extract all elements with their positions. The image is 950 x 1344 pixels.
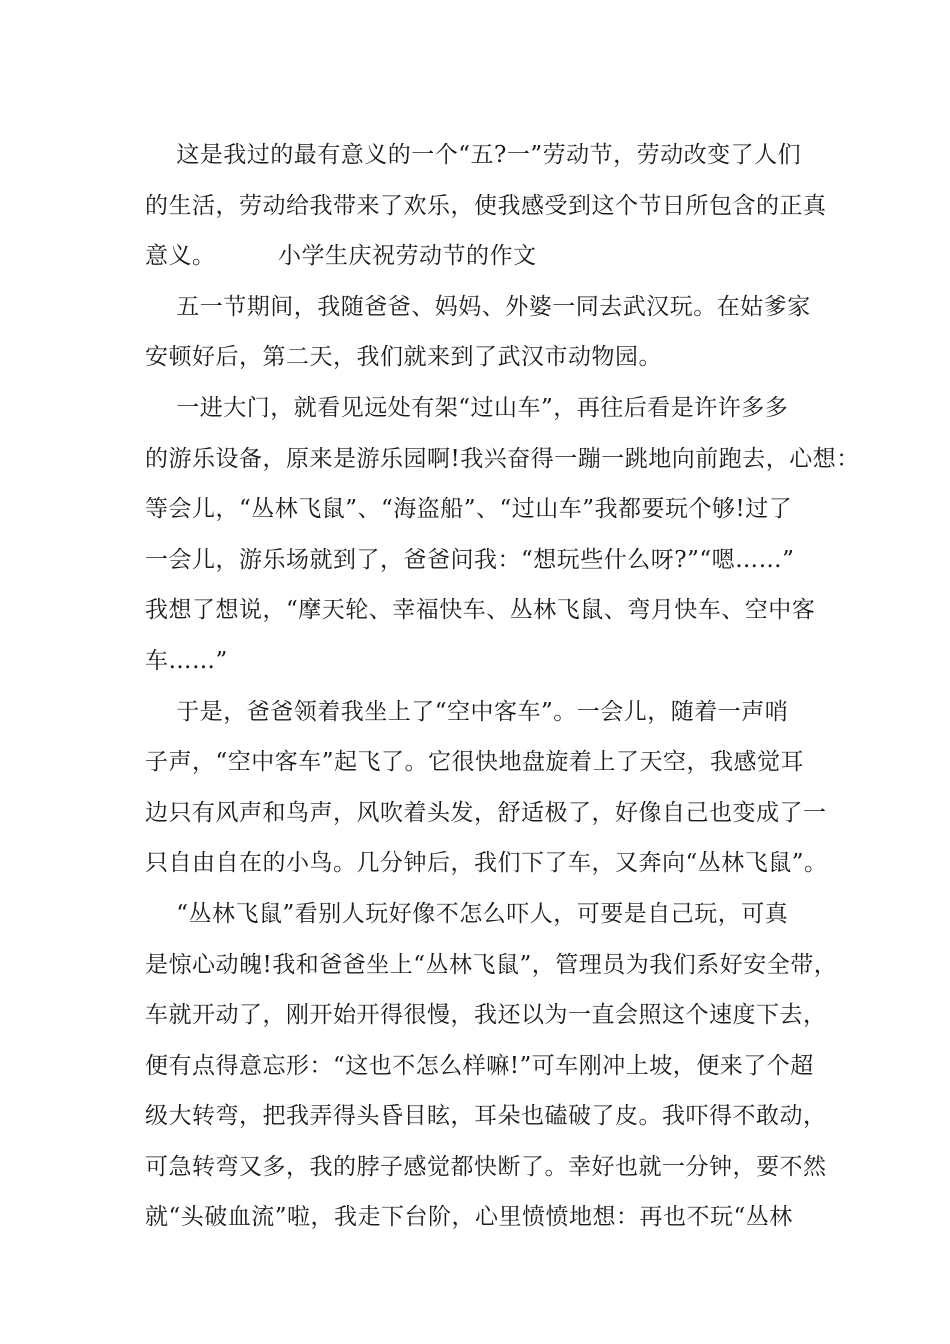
- text-line-14: 边只有风声和鸟声，风吹着头发，舒适极了，好像自己也变成了一: [145, 799, 827, 826]
- text-line-20: 级大转弯，把我弄得头昏目眩，耳朵也磕破了皮。我吓得不敢动，: [145, 1103, 827, 1130]
- text-line-6: 一进大门，就看见远处有架“过山车”，再往后看是许许多多: [145, 394, 789, 421]
- text-line-13: 子声，“空中客车”起飞了。它很快地盘旋着上了天空，我感觉耳: [145, 749, 805, 776]
- text-line-18: 车就开动了，刚开始开得很慢，我还以为一直会照这个速度下去，: [145, 1002, 827, 1029]
- text-line-11: 车……”: [145, 647, 228, 674]
- text-line-10: 我想了想说，“摩天轮、幸福快车、丛林飞鼠、弯月快车、空中客: [145, 597, 816, 624]
- essay-text: [145, 130, 860, 1243]
- text-line-21: 可急转弯又多，我的脖子感觉都快断了。幸好也就一分钟，要不然: [145, 1153, 827, 1180]
- text-line-8: 等会儿，“丛林飞鼠”、“海盗船”、“过山车”我都要玩个够!过了: [145, 496, 793, 523]
- text-line-3: 意义。 小学生庆祝劳动节的作文: [145, 243, 537, 270]
- text-line-16: “丛林飞鼠”看别人玩好像不怎么吓人，可要是自己玩，可真: [145, 900, 789, 927]
- text-line-9: 一会儿，游乐场就到了，爸爸问我：“想玩些什么呀?”“嗯……”: [145, 546, 795, 573]
- text-line-1: 这是我过的最有意义的一个“五?一”劳动节，劳动改变了人们: [145, 142, 802, 168]
- text-line-5: 安顿好后，第二天，我们就来到了武汉市动物园。: [145, 344, 662, 371]
- text-line-7: 的游乐设备，原来是游乐园啊!我兴奋得一蹦一跳地向前跑去，心想：: [145, 445, 860, 472]
- text-line-19: 便有点得意忘形：“这也不怎么样嘛!”可车刚冲上坡，便来了个超: [145, 1052, 814, 1079]
- text-line-12: 于是，爸爸领着我坐上了“空中客车”。一会儿，随着一声哨: [145, 698, 789, 725]
- text-line-4: 五一节期间，我随爸爸、妈妈、外婆一同去武汉玩。在姑爹家: [145, 293, 811, 320]
- text-line-22: 就“头破血流”啦，我走下台阶，心里愤愤地想：再也不玩“丛林: [145, 1204, 793, 1231]
- text-line-17: 是惊心动魄!我和爸爸坐上“丛林飞鼠”，管理员为我们系好安全带，: [145, 951, 838, 978]
- text-line-15: 只自由自在的小鸟。几分钟后，我们下了车，又奔向“丛林飞鼠”。: [145, 850, 828, 877]
- text-line-2: 的生活，劳动给我带来了欢乐，使我感受到这个节日所包含的正真: [145, 192, 827, 219]
